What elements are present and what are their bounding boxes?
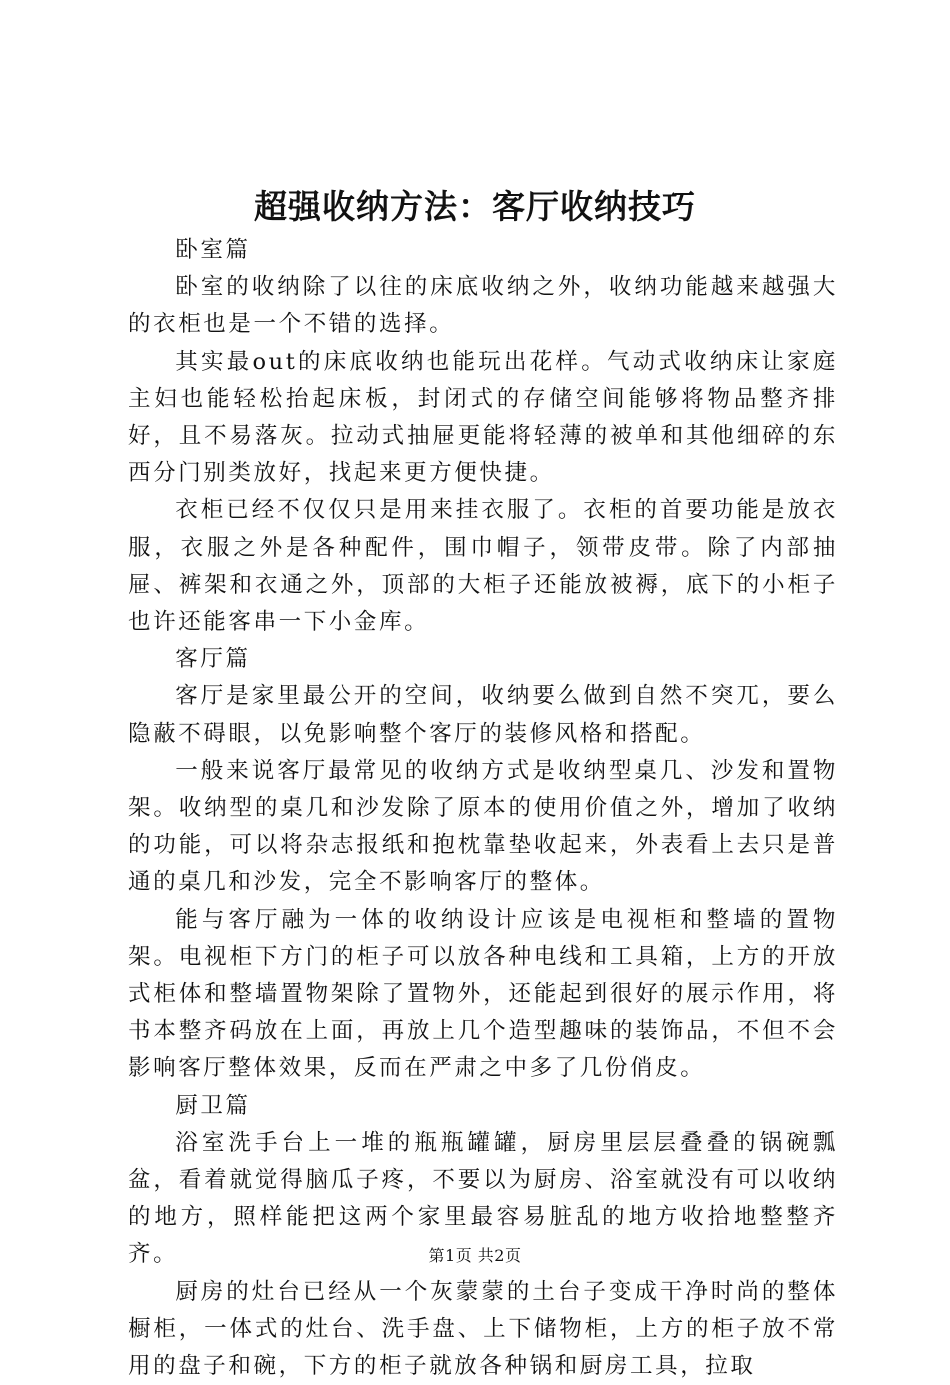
- section-heading-living-room: 客厅篇: [175, 646, 251, 673]
- paragraph: 浴室洗手台上一堆的瓶瓶罐罐，厨房里层层叠叠的锅碗瓢盆，看着就觉得脑瓜子疼，不要以为厨房、浴室就没有可以收纳的地方，照样能把这两个家里最容易脏乱的地方收拾地整整齐齐。: [128, 1129, 838, 1268]
- section-heading-bedroom: 卧室篇: [175, 237, 251, 263]
- paragraph: 卧室的收纳除了以往的床底收纳之外，收纳功能越来越强大的衣柜也是一个不错的选择。: [128, 274, 838, 338]
- paragraph: 其实最out的床底收纳也能玩出花样。气动式收纳床让家庭主妇也能轻松抬起床板，封闭式的存储空间能够将物品整齐排好，且不易落灰。拉动式抽屉更能将轻薄的被单和其他细碎的东西分门别类放好，找起来更方便快捷。: [128, 348, 838, 487]
- document-title: 超强收纳方法：客厅收纳技巧: [254, 187, 696, 226]
- paragraph: 一般来说客厅最常见的收纳方式是收纳型桌几、沙发和置物架。收纳型的桌几和沙发除了原本的使用价值之外，增加了收纳的功能，可以将杂志报纸和抱枕靠垫收起来，外表看上去只是普通的桌几和沙发，完全不影响客厅的整体。: [128, 757, 838, 896]
- document-body: [128, 232, 838, 1385]
- paragraph: 衣柜已经不仅仅只是用来挂衣服了。衣柜的首要功能是放衣服，衣服之外是各种配件，围巾帽子，领带皮带。除了内部抽屉、裤架和衣通之外，顶部的大柜子还能放被褥，底下的小柜子也许还能客串一下小金库。: [128, 497, 838, 636]
- paragraph: 客厅是家里最公开的空间，收纳要么做到自然不突兀，要么隐蔽不碍眼，以免影响整个客厅的装修风格和搭配。: [128, 683, 838, 747]
- paragraph: 能与客厅融为一体的收纳设计应该是电视柜和整墙的置物架。电视柜下方门的柜子可以放各种电线和工具箱，上方的开放式柜体和整墙置物架除了置物外，还能起到很好的展示作用，将书本整齐码放在上面，再放上几个造型趣味的装饰品，不但不会影响客厅整体效果，反而在严肃之中多了几份俏皮。: [128, 906, 838, 1082]
- paragraph: 厨房的灶台已经从一个灰蒙蒙的土台子变成干净时尚的整体橱柜，一体式的灶台、洗手盘、上下储物柜，上方的柜子放不常用的盘子和碗，下方的柜子就放各种锅和厨房工具，拉取: [128, 1278, 838, 1380]
- section-heading-kitchen-bath: 厨卫篇: [175, 1092, 251, 1119]
- page-footer: 第1页 共2页: [428, 1246, 522, 1265]
